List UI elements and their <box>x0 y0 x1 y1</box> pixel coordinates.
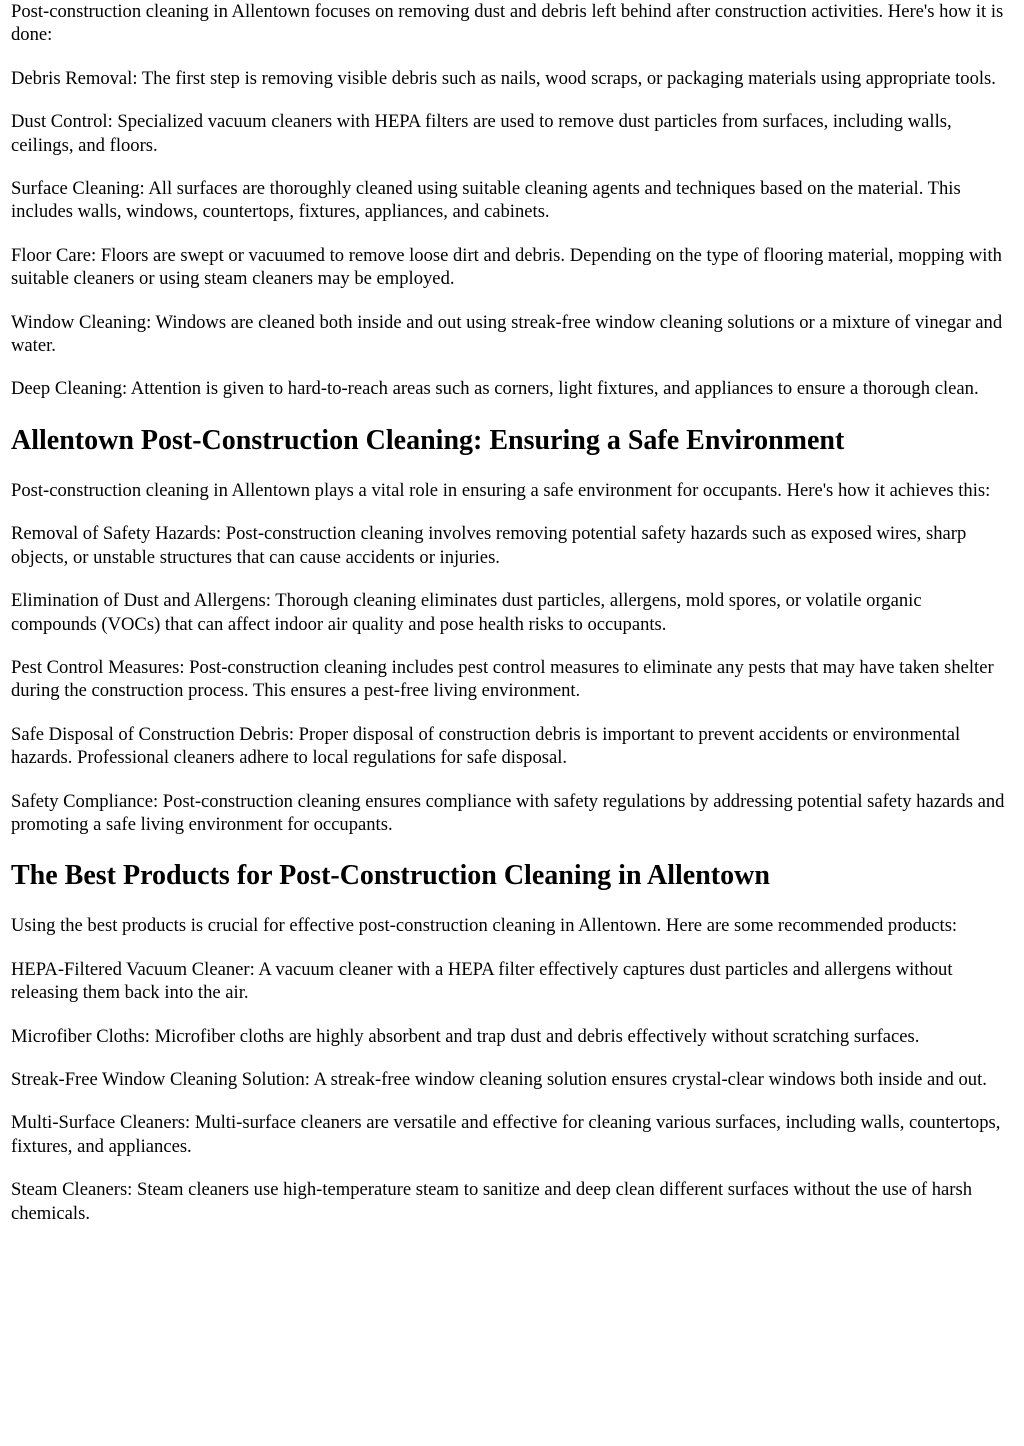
section2-intro: Post-construction cleaning in Allentown plays a vital role in ensuring a safe environment for occupants. Here's how it achieves this: <box>11 479 991 501</box>
safety-compliance-paragraph: Safety Compliance: Post-construction cleaning ensures compliance with safety regulations by addressing potential safety hazards and promoting a safe living environment for occupants. <box>11 790 1005 835</box>
steam-cleaners-paragraph: Steam Cleaners: Steam cleaners use high-temperature steam to sanitize and deep clean different surfaces without the use of harsh chemicals. <box>11 1179 973 1224</box>
section3-intro: Using the best products is crucial for effective post-construction cleaning in Allentown. Here are some recommended products: <box>11 915 958 937</box>
pest-control-paragraph: Pest Control Measures: Post-construction cleaning includes pest control measures to eliminate any pests that may have taken shelter during the construction process. This ensures a pest-free living environment. <box>11 656 994 702</box>
multi-surface-paragraph: Multi-Surface Cleaners: Multi-surface cleaners are versatile and effective for cleaning various surfaces, including walls, countertops, fixtures, and appliances. <box>11 1112 1001 1157</box>
surface-cleaning-paragraph: Surface Cleaning: All surfaces are thoroughly cleaned using suitable cleaning agents and techniques based on the material. This includes walls, windows, countertops, fixtures, appliances, and cabinets. <box>11 178 961 223</box>
hepa-vacuum-paragraph: HEPA-Filtered Vacuum Cleaner: A vacuum cleaner with a HEPA filter effectively captures dust particles and allergens without releasing them back into the air. <box>11 958 953 1004</box>
debris-disposal-paragraph: Safe Disposal of Construction Debris: Proper disposal of construction debris is important to prevent accidents or environmental hazards. Professional cleaners adhere to local regulations for safe disposal. <box>11 723 961 769</box>
window-solution-paragraph: Streak-Free Window Cleaning Solution: A streak-free window cleaning solution ensures crystal-clear windows both inside and out. <box>11 1068 987 1090</box>
dust-allergens-paragraph: Elimination of Dust and Allergens: Thorough cleaning eliminates dust particles, allergens, mold spores, or volatile organic compounds (VOCs) that can affect indoor air quality and pose health risks to occupants. <box>11 590 922 635</box>
document-page <box>11 0 1011 1225</box>
deep-cleaning-paragraph: Deep Cleaning: Attention is given to hard-to-reach areas such as corners, light fixtures, and appliances to ensure a thorough clean. <box>11 378 979 400</box>
safe-environment-heading: Allentown Post-Construction Cleaning: Ensuring a Safe Environment <box>11 424 845 456</box>
floor-care-paragraph: Floor Care: Floors are swept or vacuumed to remove loose dirt and debris. Depending on the type of flooring material, mopping with suitable cleaners or using steam cleaners may be employed. <box>11 244 1002 290</box>
best-products-heading: The Best Products for Post-Construction Cleaning in Allentown <box>11 860 770 892</box>
dust-control-paragraph: Dust Control: Specialized vacuum cleaners with HEPA filters are used to remove dust particles from surfaces, including walls, ceilings, and floors. <box>11 111 952 156</box>
debris-removal-paragraph: Debris Removal: The first step is removing visible debris such as nails, wood scraps, or packaging materials using appropriate tools. <box>11 67 996 89</box>
section1-intro: Post-construction cleaning in Allentown focuses on removing dust and debris left behind after construction activities. Here's how it is done: <box>11 1 1004 46</box>
safety-hazards-paragraph: Removal of Safety Hazards: Post-construction cleaning involves removing potential safety hazards such as exposed wires, sharp objects, or unstable structures that can cause accidents or injuries. <box>11 523 967 568</box>
window-cleaning-paragraph: Window Cleaning: Windows are cleaned both inside and out using streak-free window cleaning solutions or a mixture of vinegar and water. <box>11 311 1003 357</box>
microfiber-cloths-paragraph: Microfiber Cloths: Microfiber cloths are highly absorbent and trap dust and debris effectively without scratching surfaces. <box>11 1025 920 1047</box>
